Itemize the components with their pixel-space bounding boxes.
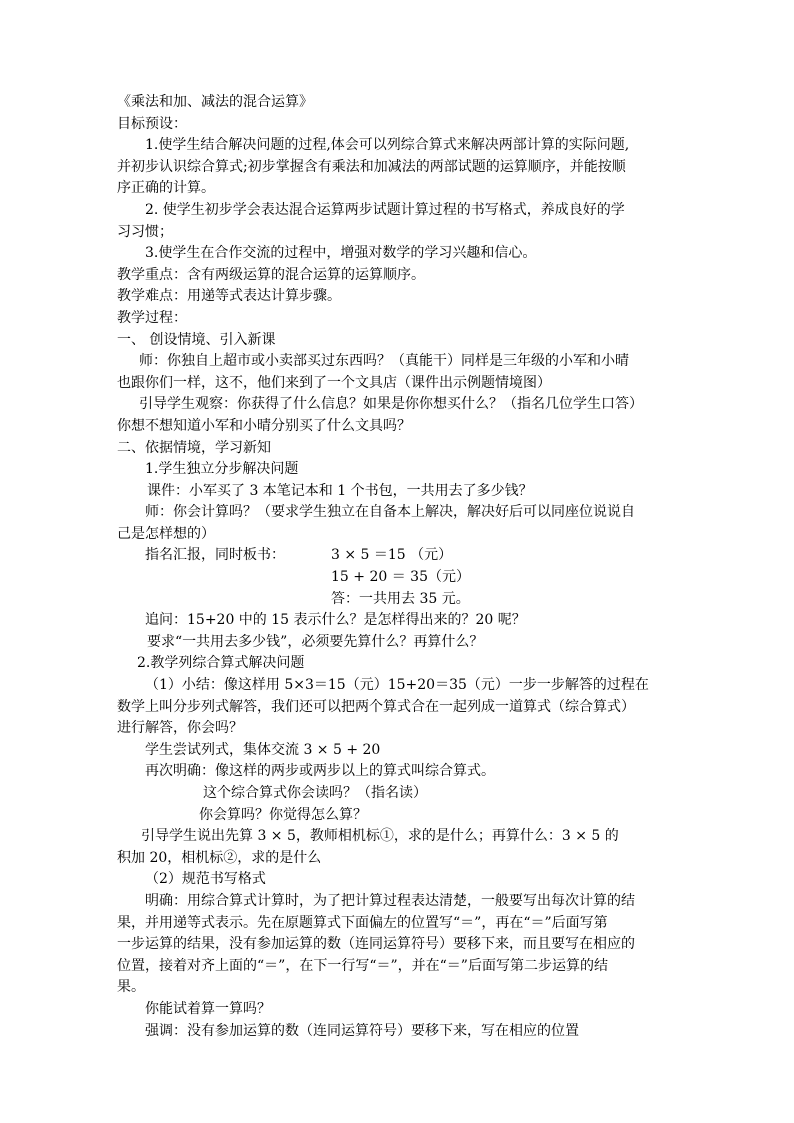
text-line: 你能试着算一算吗？ bbox=[145, 1000, 271, 1017]
text-line: 积加 20，相机标②，求的是什么 bbox=[117, 849, 322, 866]
text-line: 追问：15+20 中的 15 表示什么？是怎样得出来的？20 呢？ bbox=[145, 612, 526, 629]
text-line: 习习惯； bbox=[117, 223, 173, 240]
text-line: 学生尝试列式，集体交流 3 × 5 + 20 bbox=[145, 741, 381, 758]
equation-line: 3 × 5 ＝15 （元） bbox=[331, 547, 453, 564]
text-line: 明确：用综合算式计算时，为了把计算过程表达清楚，一般要写出每次计算的结 bbox=[145, 892, 635, 909]
section-heading: 教学难点：用递等式表达计算步骤。 bbox=[117, 288, 341, 305]
text-line: 进行解答，你会吗？ bbox=[117, 720, 243, 737]
text-line: 位置，接着对齐上面的“＝”，在下一行写“＝”，并在“＝”后面写第二步运算的结 bbox=[117, 957, 608, 974]
text-line: 师：你会计算吗？（要求学生独立在自备本上解决，解决好后可以同座位说说自 bbox=[145, 504, 635, 521]
text-line: 你会算吗？你觉得怎么算？ bbox=[199, 806, 367, 823]
text-line: 也跟你们一样，这不，他们来到了一个文具店（课件出示例题情境图） bbox=[117, 374, 551, 391]
section-heading: 二、依据情境，学习新知 bbox=[117, 439, 271, 456]
text-line: 一步运算的结果，没有参加运算的数（连同运算符号）要移下来，而且要写在相应的 bbox=[117, 936, 635, 953]
text-line: 序正确的计算。 bbox=[117, 180, 215, 197]
text-line: 师：你独自上超市或小卖部买过东西吗？（真能干）同样是三年级的小军和小晴 bbox=[139, 353, 629, 370]
section-heading: 教学重点：含有两级运算的混合运算的运算顺序。 bbox=[117, 266, 425, 283]
section-heading: 教学过程： bbox=[117, 309, 187, 326]
section-heading: 一、 创设情境、引入新课 bbox=[117, 331, 276, 348]
equation-line: 15 + 20 ＝ 35（元） bbox=[331, 569, 470, 586]
text-line: 强调：没有参加运算的数（连同运算符号）要移下来，写在相应的位置 bbox=[145, 1022, 579, 1039]
text-line: 果。 bbox=[117, 979, 145, 996]
doc-title: 《乘法和加、减法的混合运算》 bbox=[117, 94, 313, 110]
text-line: 2.教学列综合算式解决问题 bbox=[137, 655, 305, 672]
text-line: 要求“一共用去多少钱”，必须要先算什么？再算什么？ bbox=[147, 633, 484, 650]
text-line: 指名汇报，同时板书： bbox=[145, 547, 285, 564]
text-line: 引导学生观察：你获得了什么信息？如果是你你想买什么？（指名几位学生口答） bbox=[139, 396, 643, 413]
answer-line: 答：一共用去 35 元。 bbox=[331, 590, 470, 607]
calc-row bbox=[117, 545, 702, 567]
text-line: 1.使学生结合解决问题的过程,体会可以列综合算式来解决两部计算的实际问题, bbox=[145, 137, 630, 154]
text-line: （2）规范书写格式 bbox=[145, 871, 266, 888]
text-line: 再次明确：像这样的两步或两步以上的算式叫综合算式。 bbox=[145, 763, 495, 780]
document-page bbox=[117, 92, 702, 1042]
text-line: 果，并用递等式表示。先在原题算式下面偏左的位置写“＝”，再在“＝”后面写第 bbox=[117, 914, 608, 931]
text-line: 引导学生说出先算 3 × 5，教师相机标①，求的是什么；再算什么：3 × 5 的 bbox=[141, 828, 619, 845]
text-line: 2. 使学生初步学会表达混合运算两步试题计算过程的书写格式，养成良好的学 bbox=[145, 201, 625, 218]
text-line: 数学上叫分步列式解答，我们还可以把两个算式合在一起列成一道算式（综合算式） bbox=[117, 698, 635, 715]
text-line: （1）小结：像这样用 5×3＝15（元）15+20＝35（元）一步一步解答的过程在 bbox=[145, 677, 649, 694]
text-line: 这个综合算式你会读吗？（指名读） bbox=[203, 785, 427, 801]
section-heading: 目标预设： bbox=[117, 115, 187, 132]
text-line: 己是怎样想的） bbox=[117, 525, 215, 542]
text-line: 3.使学生在合作交流的过程中，增强对数学的学习兴趣和信心。 bbox=[145, 245, 537, 262]
text-line: 并初步认识综合算式;初步掌握含有乘法和加减法的两部试题的运算顺序，并能按顺 bbox=[117, 158, 626, 175]
text-line: 课件：小军买了 3 本笔记本和 1 个书包，一共用去了多少钱？ bbox=[147, 482, 533, 499]
text-line: 1.学生独立分步解决问题 bbox=[145, 461, 299, 478]
text-line: 你想不想知道小军和小晴分别买了什么文具吗？ bbox=[117, 417, 411, 434]
